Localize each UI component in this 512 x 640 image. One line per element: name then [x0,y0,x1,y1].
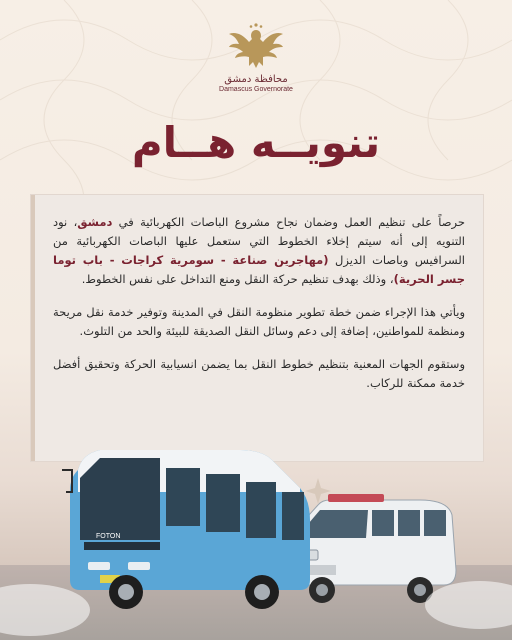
paragraph-3-text: وستقوم الجهات المعنية بتنظيم خطوط النقل بما يضمن انسيابية الحركة وتحقيق أفضل خدمة ممكنة للركاب. [53,357,465,390]
paragraph-1 [53,213,465,289]
paragraph-3 [53,355,465,393]
paragraph-1-part-3: ، نود التنويه إلى أنه سيتم إخلاء الخطوط التي ستعمل عليها الباصات الكهربائية من السرافيس وباصات الديزل [53,215,465,267]
highlight-city: دمشق [77,215,113,229]
governorate-name-ar: محافظة دمشق [224,74,288,85]
highlight-routes: (مهاجرين صناعة - سومرية كراجات - باب توما جسر الحرية) [53,253,465,286]
bus-brand: FOTON [96,533,121,540]
paragraph-2 [53,303,465,341]
paragraph-1-part-1: حرصاً على تنظيم العمل وضمان نجاح مشروع الباصات الكهربائية في [112,215,465,229]
governorate-name-en: Damascus Governorate [219,86,293,93]
paragraph-2-text: ويأتي هذا الإجراء ضمن خطة تطوير منظومة النقل في المدينة وتوفير خدمة نقل مريحة ومنظمة للمواطنين، إضافة إلى دعم وسائل النقل الصديقة للبيئة والحد من التلوث. [53,305,465,338]
eagle-emblem-icon [227,22,285,72]
white-minibus [292,494,456,603]
announcement-text [53,213,465,407]
page-title: تنويــه هــام [131,118,381,167]
blue-electric-bus [62,450,310,609]
governorate-logo [0,22,512,93]
announcement-card [30,194,484,462]
vehicles-illustration [0,430,512,640]
paragraph-1-part-5: ، وذلك بهدف تنظيم حركة النقل ومنع التداخل على نفس الخطوط. [81,272,394,286]
